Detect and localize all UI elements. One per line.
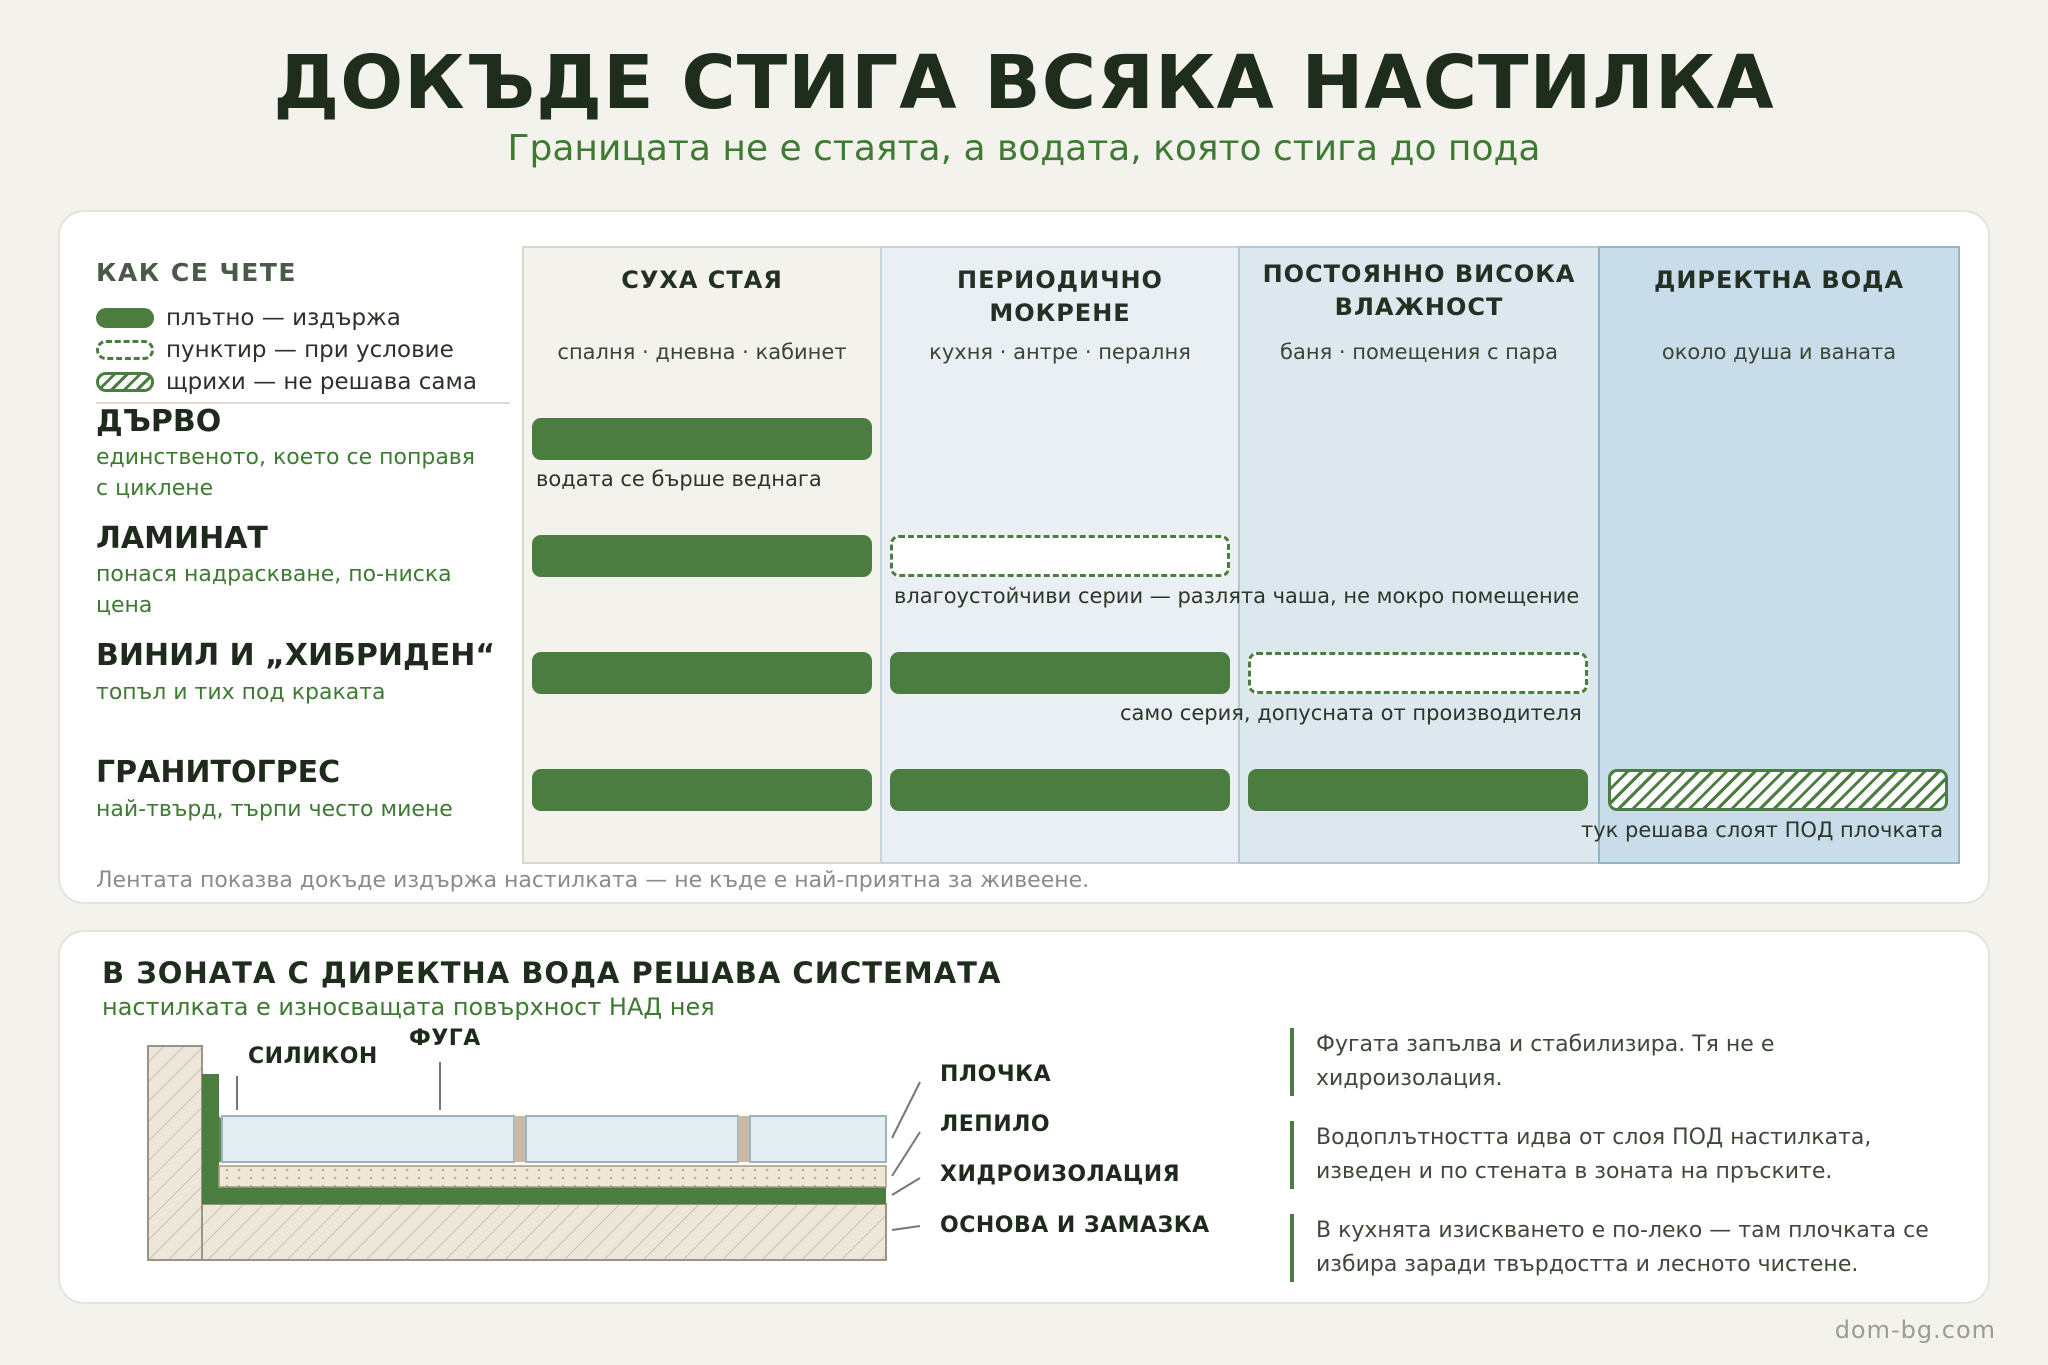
tile [526, 1116, 738, 1162]
legend-swatch-dashed [96, 340, 154, 360]
legend-label: пунктир — при условие [166, 337, 454, 363]
column-title: ПОСТОЯННО ВИСОКА ВЛАЖНОСТ [1262, 260, 1576, 321]
tile [222, 1116, 514, 1162]
zone-bar-solid [890, 652, 1230, 694]
column-title: ПЕРИОДИЧНО МОКРЕНЕ [957, 266, 1163, 327]
page-subtitle: Границата не е стаята, а водата, която стига до пода [507, 128, 1541, 169]
page-title: ДОКЪДЕ СТИГА ВСЯКА НАСТИЛКА [273, 40, 1775, 126]
layer-label-waterproofing: ХИДРОИЗОЛАЦИЯ [940, 1162, 1181, 1187]
legend-item-dashed [96, 336, 454, 364]
layer-label-base: ОСНОВА И ЗАМАЗКА [940, 1213, 1210, 1238]
tip-waterproofing [1290, 1121, 1930, 1189]
system-subtitle: настилката е износващата повърхност НАД нея [102, 993, 715, 1021]
leader-base [892, 1226, 920, 1230]
material-desc-wood: единственото, което се поправя с циклене [96, 445, 475, 501]
zone-bar-solid [890, 769, 1230, 811]
material-note-vinyl: само серия, допусната от производителя [1120, 701, 1582, 725]
tip-rule [1290, 1121, 1294, 1189]
tip-rule [1290, 1028, 1294, 1096]
material-name-porcelain: ГРАНИТОГРЕС [96, 755, 341, 790]
legend-swatch-hatched [96, 372, 154, 392]
zone-bar-solid [532, 535, 872, 577]
column-rooms: кухня · антре · пералня [929, 340, 1191, 364]
material-name-wood: ДЪРВО [96, 404, 222, 439]
zone-bar-solid [532, 652, 872, 694]
tip-text: Фугата запълва и стабилизира. Тя не е хидроизолация. [1316, 1032, 1775, 1091]
grout-joint [738, 1116, 750, 1162]
base-screed-layer [202, 1204, 886, 1260]
zone-bar-solid [1248, 769, 1588, 811]
material-note-porcelain: тук решава слоят ПОД плочката [1581, 818, 1944, 842]
material-name-laminate: ЛАМИНАТ [96, 521, 268, 556]
legend-swatch-solid [96, 308, 154, 328]
waterproofing-layer [202, 1187, 886, 1204]
zone-bar-solid [532, 418, 872, 460]
footnote: Лентата показва докъде издържа настилката — не къде е най-приятна за живеене. [96, 868, 1090, 893]
material-note-wood: водата се бърше веднага [536, 467, 822, 491]
zone-bar-dashed [890, 535, 1230, 577]
zone-bar-dashed [1248, 652, 1588, 694]
column-rooms: баня · помещения с пара [1280, 340, 1558, 364]
leader-adhesive [892, 1132, 920, 1176]
legend-item-hatched [96, 368, 477, 396]
tip-rule [1290, 1214, 1294, 1282]
column-rooms: спалня · дневна · кабинет [557, 340, 847, 364]
adhesive-layer [219, 1166, 886, 1187]
material-note-laminate: влагоустойчиви серии — разлята чаша, не мокро помещение [894, 584, 1580, 608]
column-rooms: около душа и ваната [1661, 340, 1897, 364]
tip-text: В кухнята изискването е по-леко — там плочката се избира заради твърдостта и лесното чистене. [1316, 1218, 1929, 1277]
leader-waterproofing [892, 1178, 920, 1195]
material-name-vinyl: ВИНИЛ И „ХИБРИДЕН“ [96, 638, 496, 673]
layer-label-tile: ПЛОЧКА [940, 1062, 1052, 1087]
tip-grout [1290, 1028, 1930, 1096]
tip-text: Водоплътността идва от слоя ПОД настилката, изведен и по стената в зоната на пръските. [1316, 1125, 1872, 1184]
zone-bar-hatched [1608, 769, 1948, 811]
tip-kitchen [1290, 1214, 1930, 1282]
layer-label-adhesive: ЛЕПИЛО [940, 1112, 1051, 1137]
legend-label: щрихи — не решава сама [166, 369, 477, 395]
zone-bar-solid [532, 769, 872, 811]
tile [750, 1116, 886, 1162]
callout-silicone: СИЛИКОН [248, 1044, 378, 1069]
material-desc-porcelain: най-твърд, търпи често миене [96, 797, 453, 822]
legend-title: КАК СЕ ЧЕТЕ [96, 258, 297, 287]
leader-tile [892, 1082, 920, 1138]
wall [148, 1046, 202, 1260]
callout-grout: ФУГА [409, 1026, 481, 1051]
waterproofing-wall-layer [202, 1074, 219, 1204]
column-title: СУХА СТАЯ [621, 266, 783, 294]
footer-site: dom-bg.com [1834, 1316, 1996, 1344]
system-title: В ЗОНАТА С ДИРЕКТНА ВОДА РЕШАВА СИСТЕМАТА [102, 956, 1002, 990]
legend-label: плътно — издържа [166, 305, 401, 331]
legend-item-solid [96, 304, 401, 332]
material-desc-laminate: понася надраскване, по-ниска цена [96, 562, 452, 618]
grout-joint [514, 1116, 526, 1162]
column-title: ДИРЕКТНА ВОДА [1653, 266, 1905, 294]
material-desc-vinyl: топъл и тих под краката [96, 680, 386, 705]
